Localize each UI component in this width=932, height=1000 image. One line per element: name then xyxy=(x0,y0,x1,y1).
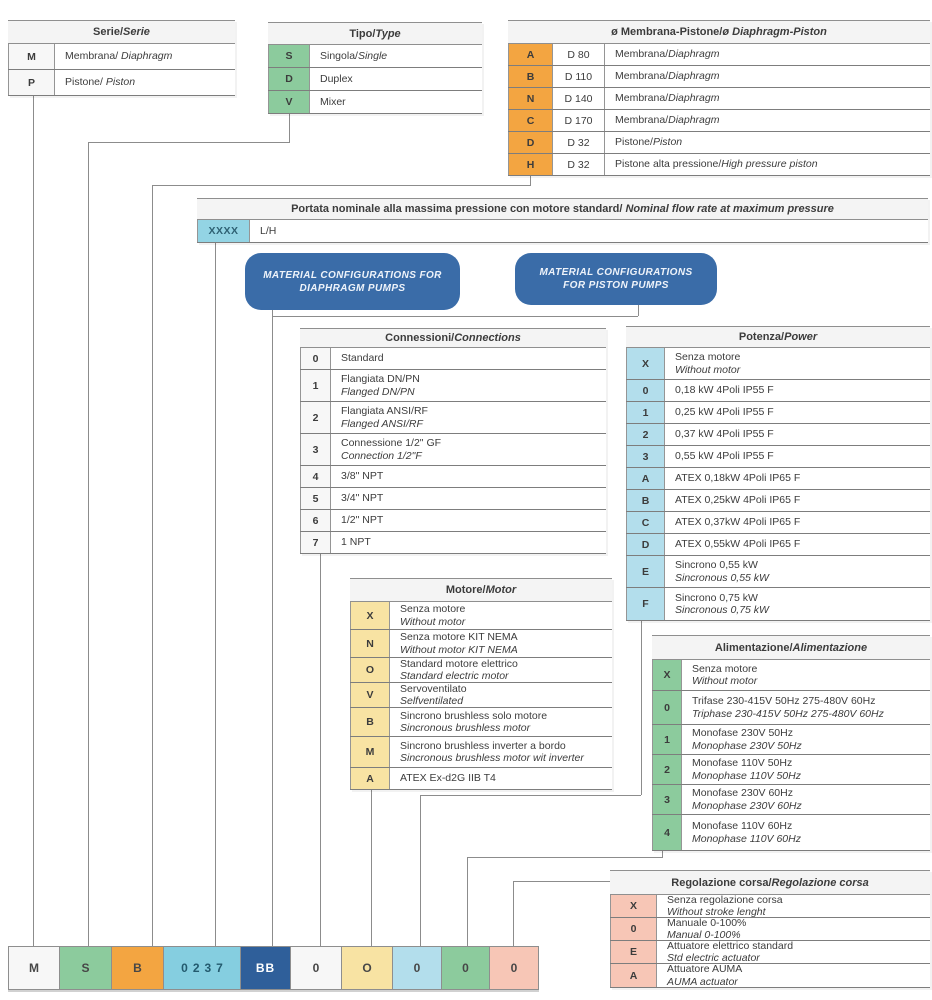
code-cell: V xyxy=(268,91,310,113)
table-row xyxy=(8,44,235,70)
row-description: Membrana/Diaphragm xyxy=(615,114,720,127)
table-row xyxy=(626,588,930,621)
row-description: Servoventilato Selfventilated xyxy=(400,682,467,707)
code-box: 0 xyxy=(490,947,538,989)
connector-line xyxy=(420,795,421,946)
code-cell: 0 xyxy=(610,918,657,940)
motor-table-header xyxy=(350,578,612,602)
row-description: ATEX Ex-d2G IIB T4 xyxy=(400,772,496,785)
row-description: Manuale 0-100% Manual 0-100% xyxy=(667,916,747,941)
code-cell: 3 xyxy=(652,785,682,814)
header-italian: ø Membrana-Pistone/ xyxy=(611,26,723,38)
diameter-cell: D 32 xyxy=(553,132,605,153)
code-cell: P xyxy=(8,70,55,95)
code-cell: 0 xyxy=(300,348,331,369)
connector-line xyxy=(152,185,531,186)
flow-rate-unit: L/H xyxy=(260,224,277,237)
code-cell: 1 xyxy=(300,370,331,401)
row-description: Flangiata ANSI/RF Flanged ANSI/RF xyxy=(341,405,428,430)
code-cell: 2 xyxy=(626,424,665,445)
row-description: 0,25 kW 4Poli IP55 F xyxy=(675,406,774,419)
header-english: Type xyxy=(375,27,401,40)
table-row xyxy=(300,370,606,402)
table-row xyxy=(350,768,612,790)
row-description: Pistone alta pressione/High pressure piston xyxy=(615,158,818,171)
flow-rate-code-cell: XXXX xyxy=(197,220,250,242)
header-english: Nominal flow rate at maximum pressure xyxy=(622,203,834,215)
code-cell: H xyxy=(508,154,553,175)
table-row xyxy=(197,220,928,243)
stroke-adjustment-table-header xyxy=(610,870,930,895)
table-row xyxy=(350,602,612,630)
table-row xyxy=(350,737,612,768)
connector-line xyxy=(320,554,321,946)
code-cell: B xyxy=(508,66,553,87)
row-description: Senza regolazione corsa Without stroke lenght xyxy=(667,893,783,918)
diameter-cell: D 110 xyxy=(553,66,605,87)
table-row xyxy=(652,725,930,755)
table-row xyxy=(610,964,930,988)
code-cell: 1 xyxy=(626,402,665,423)
table-row xyxy=(652,815,930,851)
flow-rate-header xyxy=(197,198,928,220)
code-box: 0 xyxy=(393,947,442,989)
code-cell: S xyxy=(268,45,310,67)
row-description: Connessione 1/2" GF Connection 1/2"F xyxy=(341,437,442,462)
code-cell: X xyxy=(350,602,390,629)
code-cell: N xyxy=(350,630,390,657)
row-description: 3/4" NPT xyxy=(341,492,384,505)
table-row xyxy=(268,45,482,68)
row-description: Senza motore KIT NEMA Without motor KIT NEMA xyxy=(400,631,518,656)
table-row xyxy=(508,88,930,110)
connector-line xyxy=(152,185,153,946)
row-description: Standard xyxy=(341,352,384,365)
material-config-piston-box: MATERIAL CONFIGURATIONS FOR PISTON PUMPS xyxy=(515,253,717,305)
code-cell: E xyxy=(610,941,657,963)
table-row xyxy=(508,44,930,66)
serie-table-header xyxy=(8,20,235,44)
power-table-header xyxy=(626,326,930,348)
material-config-diaphragm-box: MATERIAL CONFIGURATIONS FOR DIAPHRAGM PUMPS xyxy=(245,253,460,310)
code-cell: A xyxy=(508,44,553,65)
table-row xyxy=(508,154,930,176)
row-description: Monofase 110V 60Hz Monophase 110V 60Hz xyxy=(692,820,801,845)
connector-line xyxy=(638,305,639,316)
header-italian: Regolazione corsa/ xyxy=(671,876,772,889)
diameter-cell: D 170 xyxy=(553,110,605,131)
header-english: Motor xyxy=(485,584,517,596)
row-description: Membrana/ Diaphragm xyxy=(65,50,173,63)
header-italian: Connessioni/ xyxy=(385,332,455,344)
row-description: Sincrono 0,55 kW Sincronous 0,55 kW xyxy=(675,559,769,584)
connector-line xyxy=(289,114,290,142)
diameter-cell: D 140 xyxy=(553,88,605,109)
code-box: BB xyxy=(241,947,291,989)
table-row xyxy=(508,110,930,132)
row-description: Monofase 230V 50Hz Monophase 230V 50Hz xyxy=(692,727,802,752)
table-row xyxy=(626,490,930,512)
code-cell: E xyxy=(626,556,665,587)
code-cell: C xyxy=(626,512,665,533)
row-description: 3/8" NPT xyxy=(341,470,384,483)
table-row xyxy=(350,708,612,737)
table-row xyxy=(300,402,606,434)
row-description: Senza motore Without motor xyxy=(400,603,466,628)
code-cell: D xyxy=(626,534,665,555)
row-description: ATEX 0,55kW 4Poli IP65 F xyxy=(675,538,801,551)
row-description: Duplex xyxy=(320,72,353,85)
table-row xyxy=(652,785,930,815)
code-cell: 5 xyxy=(300,488,331,509)
connector-line xyxy=(88,142,89,946)
row-description: Singola/Single xyxy=(320,49,388,62)
row-description: 0,55 kW 4Poli IP55 F xyxy=(675,450,774,463)
code-box: B xyxy=(112,947,164,989)
code-box: 0 xyxy=(442,947,490,989)
row-description: ATEX 0,18kW 4Poli IP65 F xyxy=(675,472,801,485)
row-description: Sincrono brushless inverter a bordo Sincronous brushless motor wit inverter xyxy=(400,739,584,764)
code-cell: X xyxy=(610,895,657,917)
code-cell: B xyxy=(626,490,665,511)
table-row xyxy=(8,70,235,96)
row-description: Membrana/Diaphragm xyxy=(615,48,720,61)
table-row xyxy=(300,348,606,370)
table-row xyxy=(300,510,606,532)
row-description: ATEX 0,37kW 4Poli IP65 F xyxy=(675,516,801,529)
connector-line xyxy=(33,96,34,946)
row-description: Senza motore Without motor xyxy=(675,351,741,376)
table-row xyxy=(626,556,930,588)
code-cell: D xyxy=(268,68,310,90)
diameter-cell: D 32 xyxy=(553,154,605,175)
code-cell: 7 xyxy=(300,532,331,553)
flow-rate-table xyxy=(197,198,928,243)
table-row xyxy=(268,68,482,91)
connector-line xyxy=(420,795,641,796)
table-row xyxy=(626,534,930,556)
header-english: Alimentazione xyxy=(792,641,868,654)
connector-line xyxy=(215,243,216,946)
code-box: M xyxy=(9,947,60,989)
table-row xyxy=(300,488,606,510)
tipo-table-header xyxy=(268,22,482,45)
connector-line xyxy=(272,310,273,946)
row-description: 0,18 kW 4Poli IP55 F xyxy=(675,384,774,397)
header-english: Power xyxy=(784,331,818,343)
row-description: Attuatore elettrico standard Std electric actuator xyxy=(667,939,794,964)
table-row xyxy=(508,66,930,88)
serie-table xyxy=(8,20,235,96)
code-cell: D xyxy=(508,132,553,153)
code-cell: 0 xyxy=(652,691,682,724)
stroke-adjustment-table xyxy=(610,870,930,988)
row-description: Trifase 230-415V 50Hz 275-480V 60Hz Triphase 230-415V 50Hz 275-480V 60Hz xyxy=(692,695,884,720)
diameter-cell: D 80 xyxy=(553,44,605,65)
code-cell: 1 xyxy=(652,725,682,754)
header-italian: Tipo/ xyxy=(349,27,376,40)
power-supply-table xyxy=(652,635,930,851)
row-description: Sincrono brushless solo motore Sincronous brushless motor xyxy=(400,709,548,734)
row-description: 1 NPT xyxy=(341,536,371,549)
row-description: Pistone/ Piston xyxy=(65,76,136,89)
header-italian: Serie/ xyxy=(93,26,124,38)
code-cell: V xyxy=(350,683,390,707)
tipo-table xyxy=(268,22,482,114)
connections-table xyxy=(300,328,606,554)
row-description: Monofase 230V 60Hz Monophase 230V 60Hz xyxy=(692,787,802,812)
connections-table-header xyxy=(300,328,606,348)
table-row xyxy=(626,468,930,490)
table-row xyxy=(610,941,930,964)
table-row xyxy=(626,380,930,402)
connector-line xyxy=(88,142,290,143)
code-cell: O xyxy=(350,658,390,682)
diaphragm-piston-table xyxy=(508,20,930,176)
header-italian: Potenza/ xyxy=(738,331,785,343)
table-row xyxy=(300,532,606,554)
header-italian: Portata nominale alla massima pressione con motore standard/ xyxy=(291,203,623,215)
power-supply-table-header xyxy=(652,635,930,660)
table-row xyxy=(652,691,930,725)
table-row xyxy=(508,132,930,154)
row-description: Flangiata DN/PN Flanged DN/PN xyxy=(341,373,420,398)
code-cell: F xyxy=(626,588,665,620)
connector-line xyxy=(467,857,663,858)
code-cell: A xyxy=(626,468,665,489)
header-english: Serie xyxy=(123,26,150,38)
table-row xyxy=(610,895,930,918)
code-cell: 0 xyxy=(626,380,665,401)
code-cell: M xyxy=(350,737,390,767)
code-box: S xyxy=(60,947,112,989)
table-row xyxy=(626,512,930,534)
code-box: 0237 xyxy=(164,947,241,989)
product-code-row xyxy=(8,946,539,990)
table-row xyxy=(350,658,612,683)
row-description: Senza motore Without motor xyxy=(692,662,758,687)
table-row xyxy=(350,683,612,708)
code-cell: B xyxy=(350,708,390,736)
code-cell: 3 xyxy=(300,434,331,465)
code-box: 0 xyxy=(291,947,342,989)
table-row xyxy=(652,660,930,691)
row-description: Attuatore AUMA AUMA actuator xyxy=(667,963,743,988)
connector-line xyxy=(513,881,611,882)
header-english: Regolazione corsa xyxy=(771,876,869,889)
table-row xyxy=(626,402,930,424)
code-cell: A xyxy=(350,768,390,789)
code-cell: N xyxy=(508,88,553,109)
table-row xyxy=(300,434,606,466)
code-cell: 4 xyxy=(652,815,682,850)
code-cell: X xyxy=(652,660,682,690)
table-row xyxy=(268,91,482,114)
header-english: Connections xyxy=(454,332,521,344)
table-row xyxy=(610,918,930,941)
row-description: ATEX 0,25kW 4Poli IP65 F xyxy=(675,494,801,507)
row-description: Standard motore elettrico Standard electric motor xyxy=(400,657,518,682)
table-row xyxy=(626,446,930,468)
row-description: 0,37 kW 4Poli IP55 F xyxy=(675,428,774,441)
table-row xyxy=(626,424,930,446)
row-description: Membrana/Diaphragm xyxy=(615,70,720,83)
table-row xyxy=(652,755,930,785)
diaphragm-piston-table-header xyxy=(508,20,930,44)
code-cell: 2 xyxy=(300,402,331,433)
table-row xyxy=(300,466,606,488)
table-row xyxy=(350,630,612,658)
code-cell: A xyxy=(610,964,657,987)
code-box: O xyxy=(342,947,393,989)
code-cell: 4 xyxy=(300,466,331,487)
connector-line xyxy=(467,857,468,946)
row-description: Monofase 110V 50Hz Monophase 110V 50Hz xyxy=(692,757,801,782)
row-description: Pistone/Piston xyxy=(615,136,683,149)
connector-line xyxy=(371,790,372,946)
connector-line xyxy=(513,881,514,946)
code-cell: X xyxy=(626,348,665,379)
row-description: Mixer xyxy=(320,95,346,108)
row-description: 1/2" NPT xyxy=(341,514,384,527)
row-description: Membrana/Diaphragm xyxy=(615,92,720,105)
header-english: ø Diaphragm-Piston xyxy=(722,26,827,38)
table-row xyxy=(626,348,930,380)
code-cell: 3 xyxy=(626,446,665,467)
row-description: Sincrono 0,75 kW Sincronous 0,75 kW xyxy=(675,591,769,616)
motor-table xyxy=(350,578,612,790)
code-cell: C xyxy=(508,110,553,131)
code-cell: 6 xyxy=(300,510,331,531)
connector-line xyxy=(530,176,531,185)
header-italian: Motore/ xyxy=(445,584,486,596)
power-table xyxy=(626,326,930,621)
code-cell: 2 xyxy=(652,755,682,784)
connector-line xyxy=(641,621,642,795)
code-cell: M xyxy=(8,44,55,69)
header-italian: Alimentazione/ xyxy=(714,641,793,654)
connector-line xyxy=(272,316,638,317)
